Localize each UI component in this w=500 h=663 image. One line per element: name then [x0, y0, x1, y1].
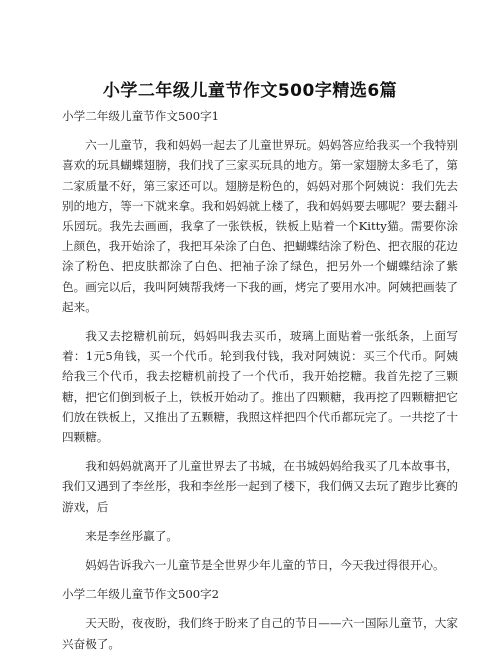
page-title: 小学二年级儿童节作文500字精选6篇: [102, 81, 398, 101]
section-heading-2: 小学二年级儿童节作文500字2: [62, 587, 220, 602]
paragraph-3: 我和妈妈就离开了儿童世界去了书城，在书城妈妈给我买了几本故事书，我们又遇到了李丝彤，我和李丝彤一起到了楼下，我们俩又去玩了跑步比赛的游戏，后: [62, 459, 458, 514]
paragraph-2: 我又去挖糖机前玩，妈妈叫我去买币，玻璃上面贴着一张纸条，上面写着：1元5角钱，买一个代币。轮到我付钱，我对阿姨说：买三个代币。阿姨给我三个代币，我去挖糖机前投了一个代币，我开始挖糖。我首先挖了三颗糖，把它们倒到板子上，铁板开始动了。推出了四颗糖，我再挖了四颗糖把它们放在铁板上，又推出了五颗糖，我照这样把四个代币都玩完了。一共挖了十四颗糖。: [62, 329, 458, 445]
paragraph-6: 天天盼，夜夜盼，我们终于盼来了自己的节日——六一国际儿童节，大家兴奋极了。: [62, 616, 458, 651]
paragraph-1: 六一儿童节，我和妈妈一起去了儿童世界玩。妈妈答应给我买一个我特别喜欢的玩具蝴蝶翅膀，我们找了三家买玩具的地方。第一家翅膀太多毛了，第二家质量不好，第三家还可以。翅膀是粉色的，妈妈对那个阿姨说：我们先去别的地方，等一下就来拿。我和妈妈就上楼了，我和妈妈要去哪呢？要去翻斗乐园玩。我先去画画，我拿了一张铁板，铁板上贴着一个Kitty猫。需要你涂上颜色，我开始涂了，我把耳朵涂了白色、把蝴蝶结涂了粉色、把衣服的花边涂了粉色、把皮肤都涂了白色、把袖子涂了绿色，把另外一个蝴蝶结涂了紫色。画完以后，我叫阿姨帮我烤一下我的画，烤完了要用水冲。阿姨把画装了起来。: [62, 138, 458, 314]
paragraph-5: 妈妈告诉我六一儿童节是全世界少年儿童的节日，今天我过得很开心。: [85, 558, 445, 573]
section-heading-1: 小学二年级儿童节作文500字1: [62, 109, 220, 123]
paragraph-4: 来是李丝彤赢了。: [85, 528, 178, 543]
article-body: [62, 106, 458, 663]
